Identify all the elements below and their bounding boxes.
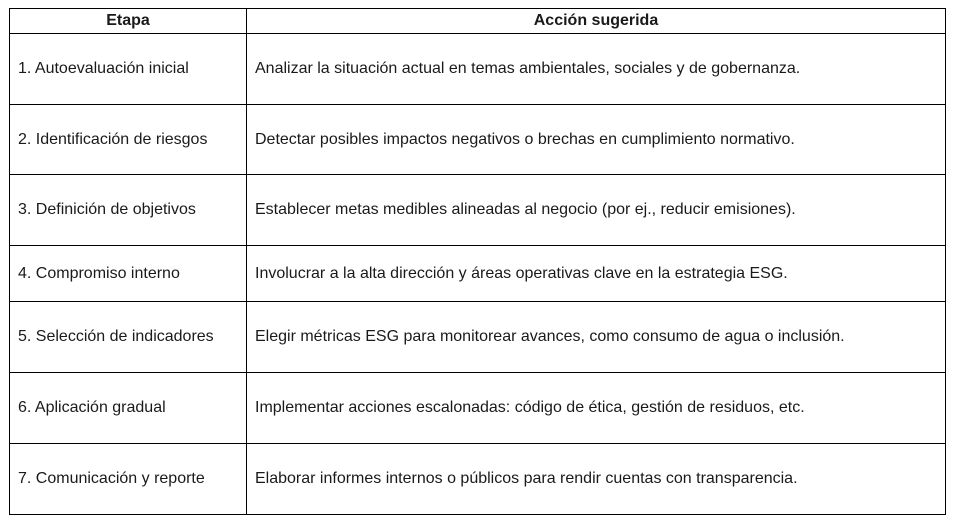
- accion-cell: Involucrar a la alta dirección y áreas operativas clave en la estrategia ESG.: [247, 246, 946, 302]
- table-row: [10, 373, 946, 444]
- table-row: [10, 246, 946, 302]
- esg-steps-table: [9, 8, 946, 515]
- header-accion-sugerida: Acción sugerida: [247, 9, 946, 34]
- etapa-cell: 3. Definición de objetivos: [10, 175, 247, 246]
- etapa-cell: 5. Selección de indicadores: [10, 302, 247, 373]
- accion-cell: Detectar posibles impactos negativos o brechas en cumplimiento normativo.: [247, 105, 946, 175]
- table-row: [10, 34, 946, 105]
- accion-cell: Implementar acciones escalonadas: código de ética, gestión de residuos, etc.: [247, 373, 946, 444]
- etapa-cell: 2. Identificación de riesgos: [10, 105, 247, 175]
- header-etapa: Etapa: [10, 9, 247, 34]
- table-row: [10, 302, 946, 373]
- etapa-cell: 1. Autoevaluación inicial: [10, 34, 247, 105]
- accion-cell: Elaborar informes internos o públicos para rendir cuentas con transparencia.: [247, 444, 946, 515]
- table-row: [10, 175, 946, 246]
- table-row: [10, 105, 946, 175]
- table-header-row: [10, 9, 946, 34]
- etapa-cell: 4. Compromiso interno: [10, 246, 247, 302]
- accion-cell: Elegir métricas ESG para monitorear avances, como consumo de agua o inclusión.: [247, 302, 946, 373]
- table-row: [10, 444, 946, 515]
- accion-cell: Establecer metas medibles alineadas al negocio (por ej., reducir emisiones).: [247, 175, 946, 246]
- etapa-cell: 7. Comunicación y reporte: [10, 444, 247, 515]
- accion-cell: Analizar la situación actual en temas ambientales, sociales y de gobernanza.: [247, 34, 946, 105]
- etapa-cell: 6. Aplicación gradual: [10, 373, 247, 444]
